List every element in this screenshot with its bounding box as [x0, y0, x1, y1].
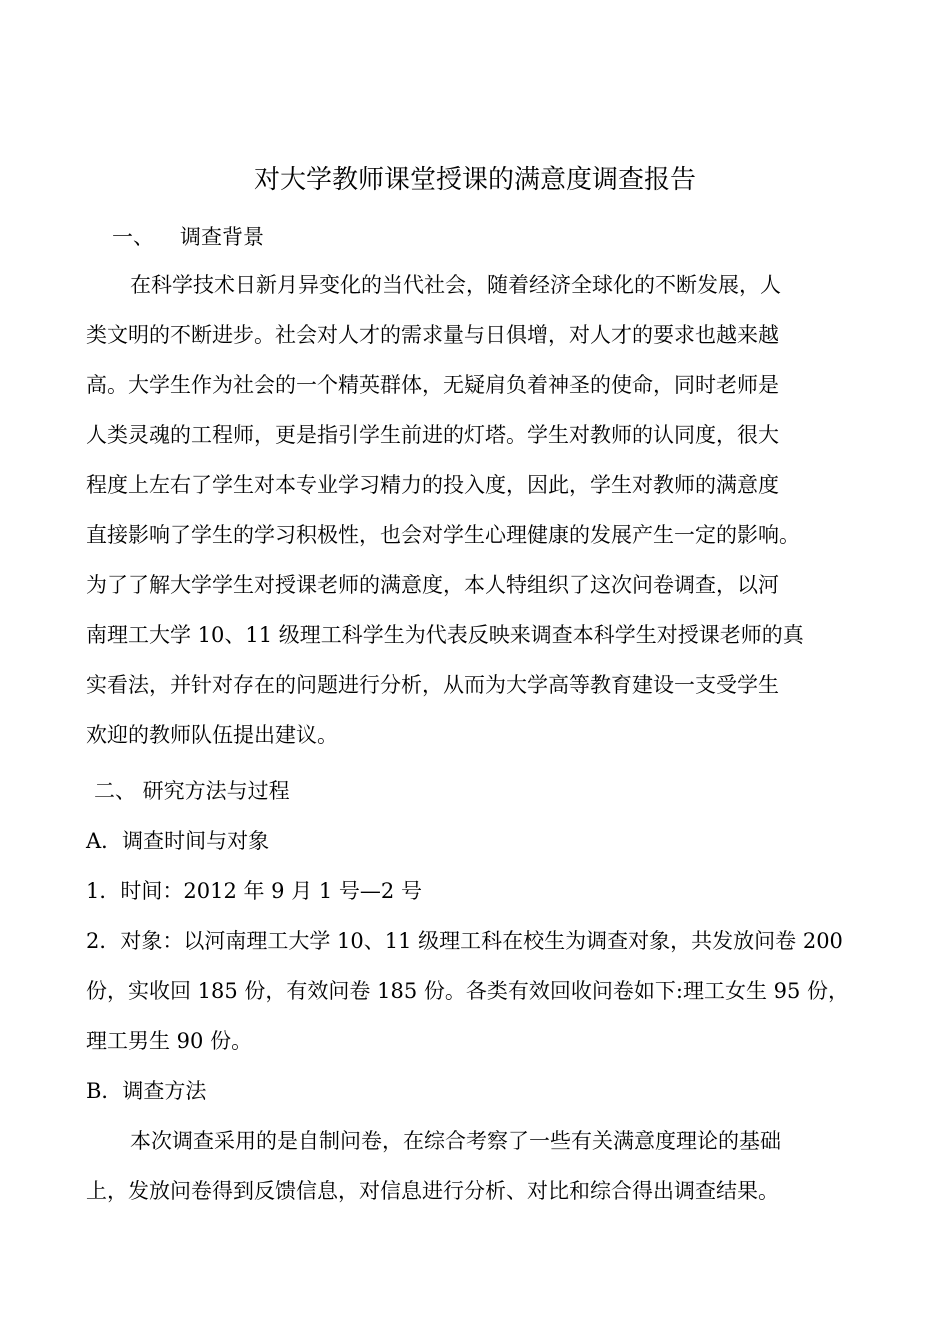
item-time: 1．时间：2012 年 9 月 1 号—2 号	[86, 879, 422, 903]
paragraph-line: 高。大学生作为社会的一个精英群体，无疑肩负着神圣的使命，同时老师是	[86, 373, 779, 397]
section2-heading: 二、 研究方法与过程	[94, 779, 290, 803]
paragraph-line: 直接影响了学生的学习积极性，也会对学生心理健康的发展产生一定的影响。	[86, 523, 800, 547]
paragraph-line: 类文明的不断进步。社会对人才的需求量与日俱增，对人才的要求也越来越	[86, 323, 779, 347]
item-subjects-line: 理工男生 90 份。	[86, 1029, 253, 1053]
section1-heading	[112, 222, 264, 252]
paragraph-line: 实看法，并针对存在的问题进行分析，从而为大学高等教育建设一支受学生	[86, 673, 779, 697]
subsection-a-heading: A．调查时间与对象	[86, 829, 270, 853]
section1-number: 一、	[112, 225, 154, 249]
document-title: 对大学教师课堂授课的满意度调查报告	[253, 165, 696, 195]
item-subjects-line: 2．对象：以河南理工大学 10、11 级理工科在校生为调查对象，共发放问卷 200	[86, 929, 843, 953]
section1-title: 调查背景	[180, 225, 264, 249]
paragraph-line: 程度上左右了学生对本专业学习精力的投入度，因此，学生对教师的满意度	[86, 473, 779, 497]
paragraph-line: 人类灵魂的工程师，更是指引学生前进的灯塔。学生对教师的认同度，很大	[86, 423, 779, 447]
paragraph-line: 为了了解大学学生对授课老师的满意度，本人特组织了这次问卷调查，以河	[86, 573, 779, 597]
paragraph-line: 在科学技术日新月异变化的当代社会，随着经济全球化的不断发展，人	[130, 273, 781, 297]
paragraph-line: 南理工大学 10、11 级理工科学生为代表反映来调查本科学生对授课老师的真	[86, 623, 804, 647]
paragraph-line: 欢迎的教师队伍提出建议。	[86, 723, 338, 747]
subsection-b-heading: B．调查方法	[86, 1079, 207, 1103]
method-line: 上，发放问卷得到反馈信息，对信息进行分析、对比和综合得出调查结果。	[86, 1179, 779, 1203]
method-line: 本次调查采用的是自制问卷，在综合考察了一些有关满意度理论的基础	[130, 1129, 781, 1153]
item-subjects-line: 份，实收回 185 份，有效问卷 185 份。各类有效回收问卷如下:理工女生 95 份，	[86, 979, 850, 1003]
